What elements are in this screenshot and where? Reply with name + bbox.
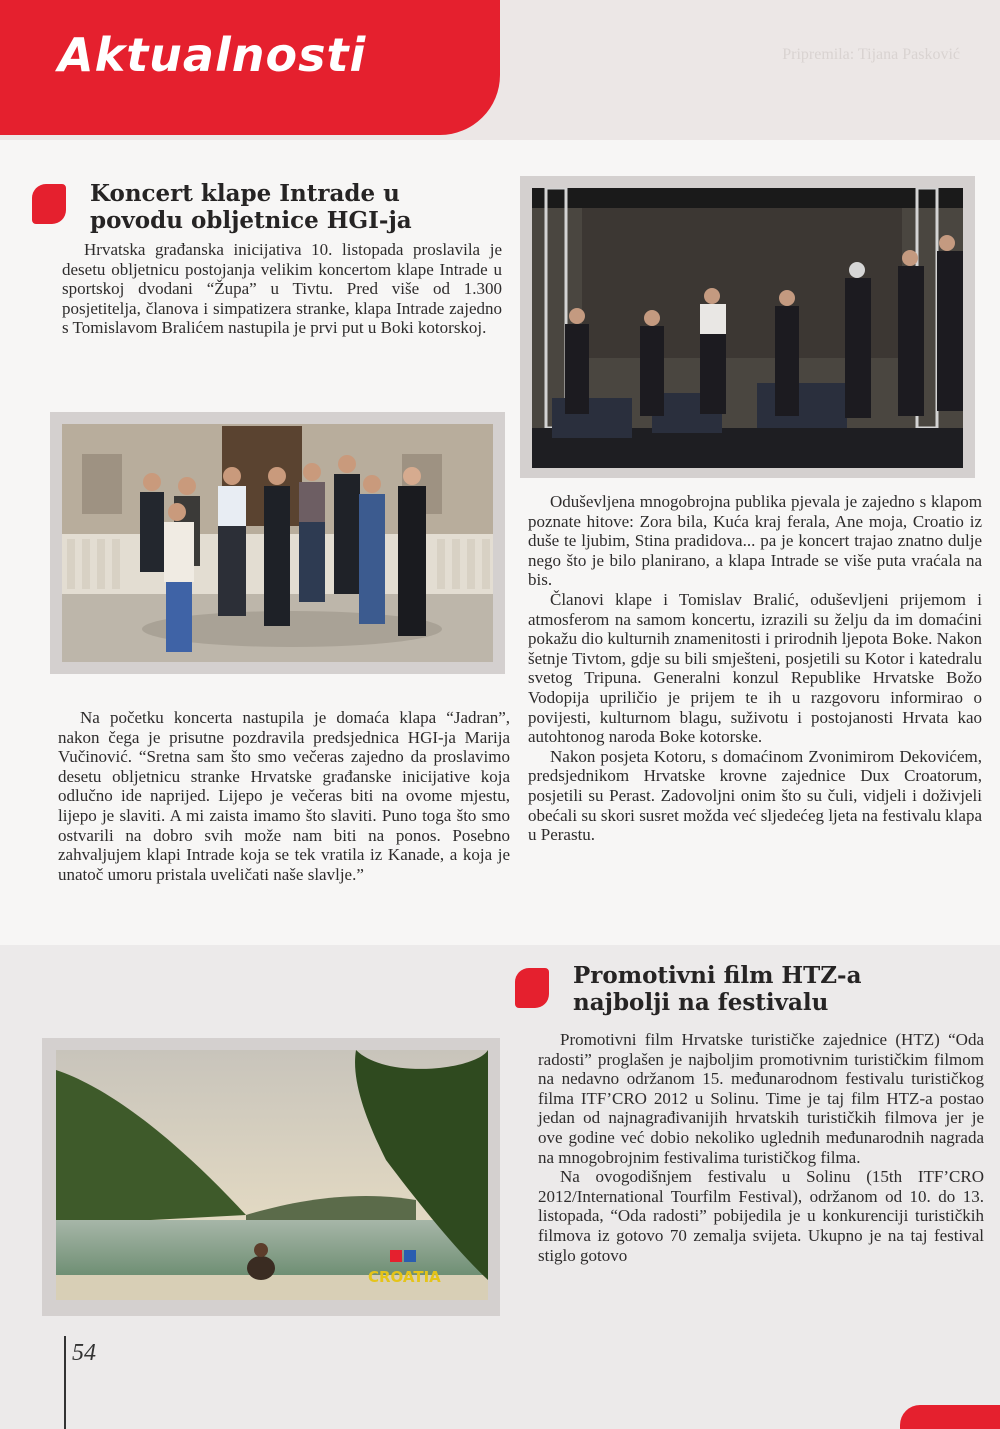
section-title: Aktualnosti: [58, 28, 367, 82]
headline-bullet: [32, 184, 66, 224]
article-1-intro: Hrvatska građanska inicijativa 10. listopada proslavila je desetu obljetnicu postojanja velikim koncertom klape Intrade u sportskoj dvodani “Župa” u Tivtu. Pred više od 1.300 posjetitelja, članova i simpatizera stranke, klapa Intrade zajedno s Tomislavom Bralićem nastupila je prvi put u Boki kotorskoj.: [62, 240, 502, 338]
headline-bullet: [515, 968, 549, 1008]
croatia-logo-text: CROATIA: [368, 1268, 441, 1286]
group-photo: [62, 424, 493, 662]
article-2-headline: Promotivni film HTZ-a najbolji na festivalu: [573, 962, 862, 1016]
article-1-column-2: Oduševljena mnogobrojna publika pjevala je zajedno s klapom poznate hitove: Zora bila, Kuća kraj ferala, Ane moja, Croatio iz duše te ljubim, Stina pradidova... pa je koncert trajao znatno dulje nego što je bilo planirano, a klapa Intrade se više puta vraćala na bis. Članovi klape i Tomislav Bralić, oduševljeni prijemom i atmosferom na samom koncertu, izrazili su želju da im domaćini pokažu dio kulturnih znamenitosti i prirodnih ljepota Boke. Nakon šetnje Tivtom, gdje su bili smješteni, posjetili su Kotor i katedralu svetog Tripuna. Generalni konzul Republike Hrvatske Božo Vodopija upriličio je prijem te ih u razgovoru informirao o povijesti, kulturnom blagu, suživotu i postojanosti Hrvata kao autohtonog naroda Boke kotorske. Nakon posjeta Kotoru, s domaćinom Zvonimirom Dekovićem, predsjednikom Hrvatske krovne zajednice Dux Croatorum, posjetili su Perast. Zadovoljni onim što su čuli, vidjeli i doživjeli obećali su skori susret možda već sljedećeg ljeta na festivalu klapa u Perastu.: [528, 492, 982, 845]
article-2-text: Promotivni film Hrvatske turističke zajednice (HTZ) “Oda radosti” proglašen je najboljim promotivnim turističkim filmom na nedavno održanom 15. međunarodnom festivalu turističkog filma ITF’CRO 2012 u Solinu. Time je taj film HTZ-a postao jedan od najnagrađivanijih hrvatskih turističkih filmova jer je ove godine već dobio nekoliko uglednih međunarodnih nagrada na mnogobrojnim festivalima turističkog filma. Na ovogodišnjem festivalu u Solinu (15th ITF’CRO 2012/International Tourfilm Festival), održanom od 10. do 13. listopada, “Oda radosti” pobijedila je u konkurenciji turističkih filmova iz gotovo 70 zemalja svijeta. Ukupno je na taj festival stiglo gotovo: [538, 1030, 984, 1265]
corner-tab: [900, 1405, 1000, 1429]
concert-photo: [532, 188, 963, 468]
article-1-column-1: Na početku koncerta nastupila je domaća klapa “Jadran”, nakon čega je prisutne pozdravila predsjednica HGI-ja Marija Vučinović. “Sretna sam što smo večeras zajedno da proslavimo desetu obljetnicu stranke Hrvatske građanske inicijative koja odlučno ide naprijed. Lijepo je večeras biti na ovome mjestu, lijepo je slaviti. A mi zaista imamo što slaviti. Puno toga što smo ostvarili na dobro svih može nam biti na ponos. Posebno zahvaljujem klapi Intrade koja se tek vratila iz Kanade, a koja je unatoč umoru pristala uveličati naše slavlje.”: [58, 708, 510, 884]
page-number: 54: [72, 1340, 96, 1366]
show-through-text: Pripremila: Tijana Pasković: [782, 46, 960, 63]
film-still-photo: [56, 1050, 488, 1300]
article-1-headline: Koncert klape Intrade u povodu obljetnice HGI-ja: [90, 180, 412, 234]
page-number-rule: [64, 1336, 66, 1429]
